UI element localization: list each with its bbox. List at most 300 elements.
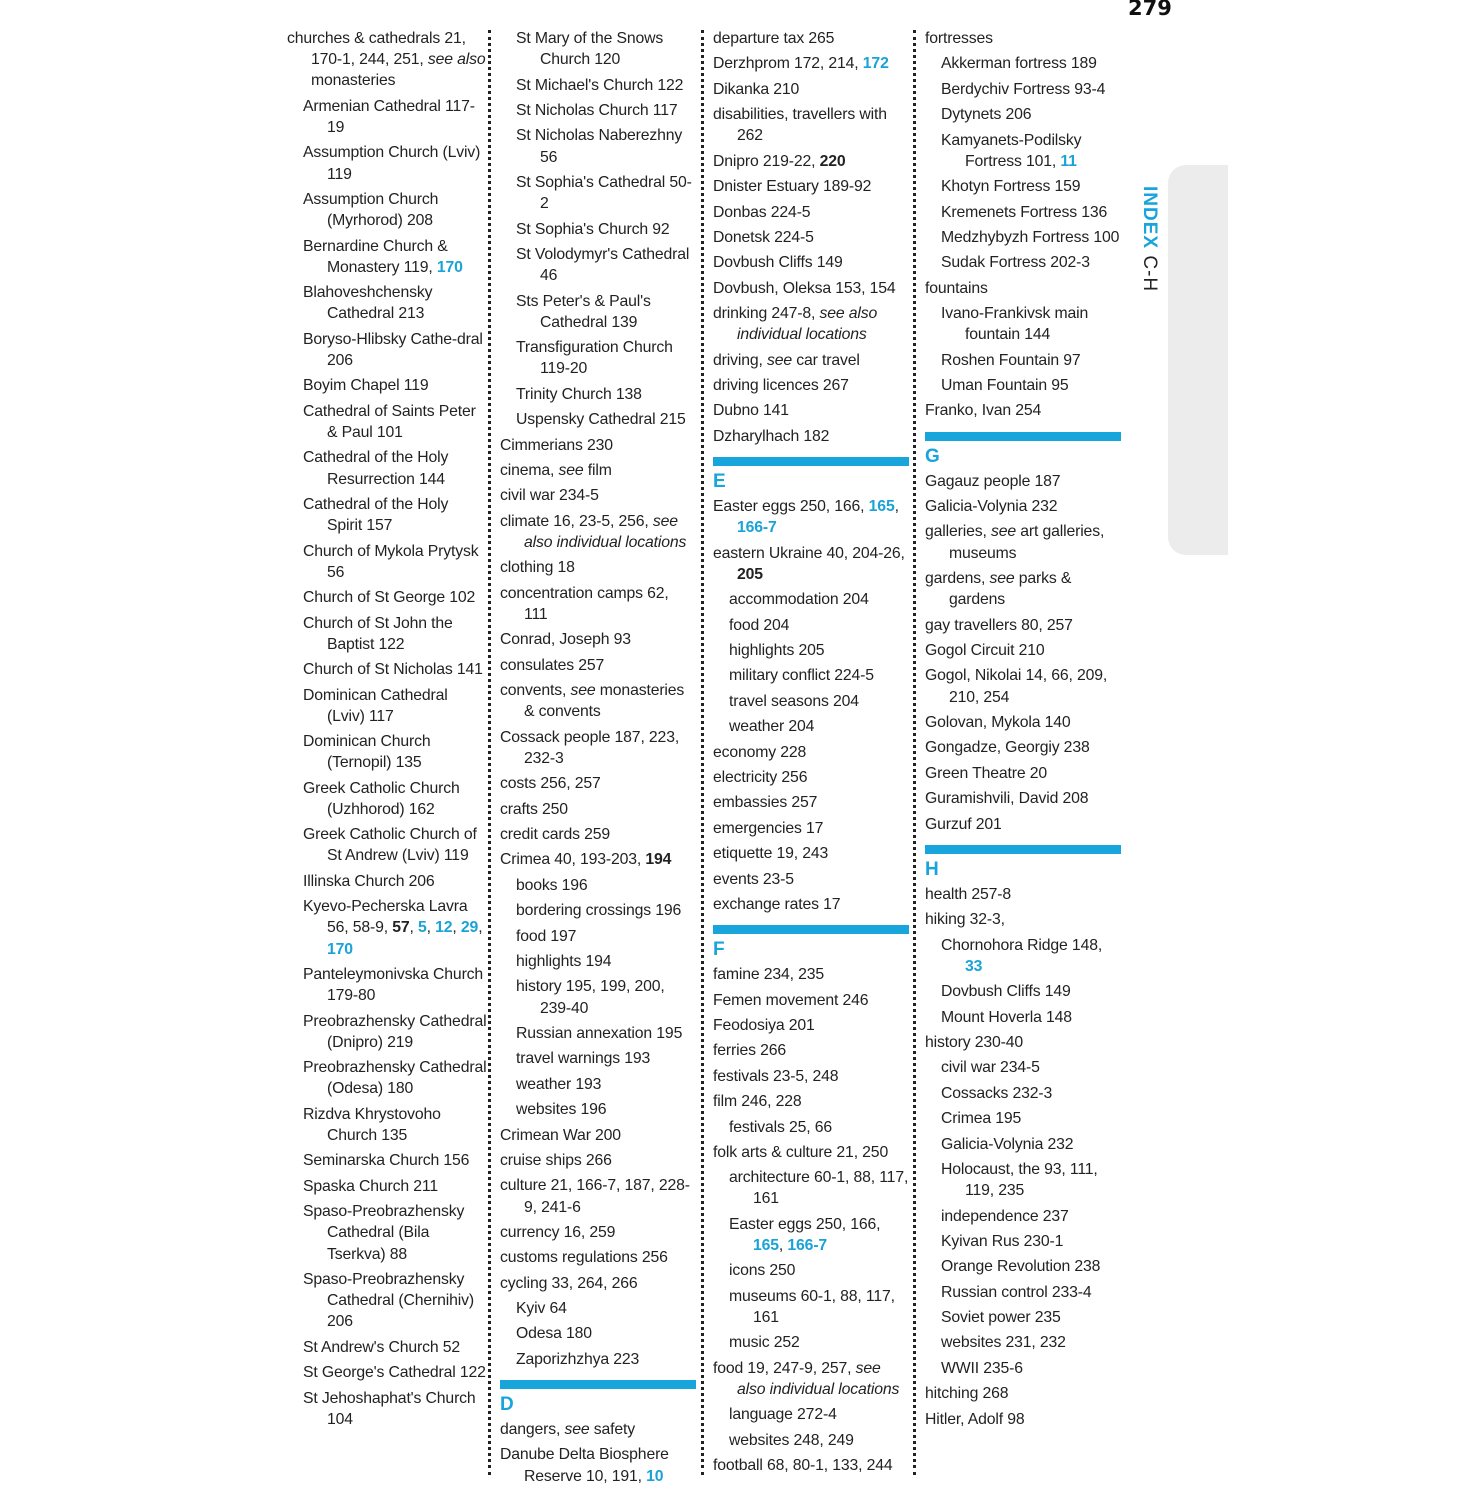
entry-text: film	[583, 461, 612, 479]
tab-label-index: INDEX	[1139, 186, 1160, 250]
section-bar	[713, 457, 909, 466]
index-subentry	[925, 1282, 1121, 1303]
index-entry	[925, 712, 1121, 733]
index-subentry	[287, 685, 487, 727]
entry-text: Preobrazhensky Cathedral (Odesa) 180	[303, 1059, 487, 1098]
index-entry	[713, 176, 909, 197]
entry-text: Dominican Cathedral (Lviv) 117	[303, 686, 448, 725]
entry-text: highlights 205	[729, 642, 825, 660]
entry-text: Franko, Ivan 254	[925, 402, 1042, 420]
index-subentry	[713, 1286, 909, 1328]
entry-text: safety	[589, 1421, 636, 1439]
index-entry	[713, 964, 909, 985]
entry-text: electricity 256	[713, 769, 808, 786]
index-entry	[925, 1032, 1121, 1053]
entry-text: Khotyn Fortress 159	[941, 178, 1081, 196]
index-subentry	[925, 1108, 1121, 1129]
entry-text: festivals 23-5, 248	[713, 1067, 839, 1085]
index-entry	[500, 773, 696, 794]
entry-text: Gogol Circuit 210	[925, 642, 1045, 660]
entry-text: hiking 32-3,	[925, 911, 1005, 929]
entry-text: Greek Catholic Church of St Andrew (Lviv) 119	[303, 826, 477, 865]
index-subentry	[500, 900, 696, 921]
map-page-ref: 11	[1060, 152, 1077, 170]
index-subentry	[925, 130, 1121, 172]
entry-text: military conflict 224-5	[729, 667, 874, 685]
index-subentry	[287, 96, 487, 138]
index-subentry	[925, 1256, 1121, 1277]
entry-text: Sts Peter's & Paul's Cathedral 139	[516, 292, 651, 331]
entry-text: Dominican Church (Ternopil) 135	[303, 733, 431, 772]
index-subentry	[500, 1048, 696, 1069]
index-subentry	[287, 587, 487, 608]
index-subentry	[713, 589, 909, 610]
index-subentry	[287, 1269, 487, 1333]
entry-text: gardens,	[925, 570, 990, 588]
index-subentry	[925, 1007, 1121, 1028]
index-entry	[713, 1455, 909, 1476]
index-entry	[713, 1066, 909, 1087]
entry-text: Cathedral of the Holy Spirit 157	[303, 495, 449, 535]
index-entry	[713, 350, 909, 371]
entry-text: car travel	[792, 351, 860, 369]
entry-text: Church of Mykola Prytysk 56	[303, 542, 479, 581]
map-page-ref: 5	[418, 919, 427, 937]
entry-text: Donbas 224-5	[713, 203, 811, 221]
index-entry	[925, 665, 1121, 707]
entry-text: film 246, 228	[713, 1093, 802, 1111]
entry-text: see	[989, 570, 1015, 588]
entry-text: Gurzuf 201	[925, 815, 1002, 833]
entry-text: Dovbush Cliffs 149	[713, 254, 843, 272]
entry-text: St Mary of the Snows Church 120	[516, 30, 664, 69]
index-subentry	[925, 350, 1121, 371]
index-entry	[713, 202, 909, 223]
index-subentry	[500, 28, 696, 70]
index-subentry	[925, 252, 1121, 273]
index-entry	[925, 278, 1121, 299]
index-entry	[925, 568, 1121, 610]
index-subentry	[287, 541, 487, 583]
entry-text: embassies 257	[713, 794, 818, 812]
entry-text: independence 237	[941, 1207, 1069, 1225]
index-tab-label	[1136, 186, 1160, 306]
entry-text: history 195, 199, 200, 239-40	[516, 978, 665, 1017]
entry-text: food 197	[516, 927, 577, 945]
index-entry	[713, 426, 909, 447]
index-entry	[713, 28, 909, 49]
entry-text: football 68, 80-1, 133, 244	[713, 1457, 893, 1475]
section-bar	[925, 432, 1121, 441]
index-subentry	[500, 951, 696, 972]
index-subentry	[925, 1358, 1121, 1379]
index-entry	[713, 104, 909, 146]
entry-text: disabilities, travellers with 262	[713, 106, 887, 145]
index-subentry	[500, 75, 696, 96]
entry-text: famine 234, 235	[713, 966, 825, 984]
entry-text: travel warnings 193	[516, 1050, 651, 1068]
index-entry	[713, 278, 909, 299]
entry-text: Chornohora Ridge 148,	[941, 936, 1103, 954]
entry-text: Boyim Chapel 119	[303, 377, 429, 395]
index-column-2	[500, 28, 696, 1491]
entry-text: Holocaust, the 93, 111, 119, 235	[941, 1160, 1098, 1200]
entry-text: Trinity Church 138	[516, 385, 642, 403]
index-subentry	[925, 1332, 1121, 1353]
index-subentry	[713, 615, 909, 636]
index-entry	[500, 1150, 696, 1171]
entry-text: Rizdva Khrystovoho Church 135	[303, 1105, 441, 1145]
entry-text: Cathedral of Saints Peter & Paul 101	[303, 402, 476, 441]
section-letter: E	[713, 471, 726, 493]
entry-text: fortresses	[925, 30, 993, 47]
index-subentry	[713, 691, 909, 712]
index-subentry	[713, 1260, 909, 1281]
entry-text: monasteries & convents	[524, 682, 685, 721]
index-entry	[713, 767, 909, 788]
index-entry	[500, 849, 696, 870]
entry-text: highlights 194	[516, 952, 612, 970]
index-subentry	[925, 981, 1121, 1002]
entry-text: cruise ships 266	[500, 1151, 612, 1169]
index-entry	[500, 1125, 696, 1146]
section-bar	[925, 845, 1121, 854]
column-divider-2	[701, 30, 704, 1475]
entry-text: Russian control 233-4	[941, 1283, 1092, 1301]
index-entry	[500, 435, 696, 456]
map-page-ref: 166-7	[737, 519, 777, 537]
entry-text: music 252	[729, 1334, 800, 1352]
entry-text: Church of St John the Baptist 122	[303, 614, 453, 653]
index-entry	[925, 496, 1121, 517]
index-entry	[713, 151, 909, 172]
entry-text: Spaska Church 211	[303, 1177, 439, 1195]
entry-text: Golovan, Mykola 140	[925, 714, 1071, 732]
index-subentry	[925, 1083, 1121, 1104]
index-entry	[925, 909, 1121, 930]
index-subentry	[287, 1057, 487, 1099]
index-subentry	[925, 375, 1121, 396]
index-entry	[500, 1419, 696, 1440]
entry-text: customs regulations 256	[500, 1249, 668, 1267]
index-entry	[500, 1175, 696, 1217]
index-subentry	[500, 219, 696, 240]
index-subentry	[500, 976, 696, 1018]
entry-text: Gagauz people 187	[925, 472, 1061, 490]
index-subentry	[287, 964, 487, 1006]
entry-text: St Nicholas Church 117	[516, 101, 678, 119]
index-subentry	[500, 172, 696, 214]
entry-text: Armenian Cathedral 117-19	[303, 97, 475, 136]
map-page-ref: 29	[460, 919, 479, 937]
entry-text: Preobrazhensky Cathedral (Dnipro) 219	[303, 1012, 487, 1051]
index-subentry	[287, 1388, 487, 1430]
index-entry	[500, 511, 696, 553]
index-subentry	[713, 665, 909, 686]
index-subentry	[713, 1404, 909, 1425]
index-subentry	[500, 100, 696, 121]
entry-text: St Nicholas Naberezhny 56	[516, 127, 683, 166]
index-entry	[925, 737, 1121, 758]
index-entry	[500, 629, 696, 650]
section-letter: G	[925, 445, 940, 467]
entry-text: Easter eggs 250, 166,	[713, 498, 869, 516]
index-subentry	[287, 189, 487, 231]
index-entry	[500, 727, 696, 769]
entry-text: driving,	[713, 351, 767, 369]
index-entry	[713, 1040, 909, 1061]
entry-text: see	[766, 351, 792, 369]
entry-text: St Jehoshaphat's Church 104	[303, 1389, 476, 1428]
index-subentry	[925, 79, 1121, 100]
index-entry	[925, 814, 1121, 835]
entry-text: Feodosiya 201	[713, 1016, 815, 1034]
entry-text: churches & cathedrals 21, 170-1, 244, 251,	[287, 30, 466, 69]
index-subentry	[925, 1206, 1121, 1227]
index-subentry	[500, 1323, 696, 1344]
index-subentry	[925, 1057, 1121, 1078]
entry-text: Conrad, Joseph 93	[500, 631, 631, 649]
index-entry	[500, 1444, 696, 1486]
entry-text: concentration camps 62, 111	[500, 584, 669, 623]
entry-text: gay travellers 80, 257	[925, 616, 1073, 634]
index-entry	[925, 884, 1121, 905]
entry-text: Soviet power 235	[941, 1309, 1061, 1327]
entry-text: bordering crossings 196	[516, 902, 682, 920]
index-entry	[500, 680, 696, 722]
entry-text: ,	[409, 919, 419, 937]
index-subentry	[925, 104, 1121, 125]
entry-text: St Volodymyr's Cathedral 46	[516, 245, 690, 285]
index-subentry	[287, 1201, 487, 1265]
index-subentry	[500, 1023, 696, 1044]
index-subentry	[925, 935, 1121, 977]
entry-text: Transfiguration Church 119-20	[516, 339, 673, 378]
index-subentry	[287, 375, 487, 396]
entry-text: eastern Ukraine 40, 204-26,	[713, 544, 905, 562]
entry-text: Kremenets Fortress 136	[941, 203, 1108, 221]
map-page-ref: 166-7	[787, 1237, 828, 1255]
index-entry	[925, 615, 1121, 636]
entry-text: Crimean War 200	[500, 1126, 621, 1144]
index-entry	[500, 655, 696, 676]
entry-text: cinema,	[500, 461, 559, 479]
map-page-ref: 170	[327, 940, 353, 958]
entry-text: weather 204	[729, 718, 815, 736]
index-entry	[713, 990, 909, 1011]
index-entry	[500, 824, 696, 845]
entry-text: food 204	[729, 616, 790, 634]
entry-text: Gogol, Nikolai 14, 66, 209, 210, 254	[925, 667, 1108, 706]
index-subentry	[713, 1214, 909, 1256]
index-entry	[500, 1222, 696, 1243]
index-subentry	[925, 1134, 1121, 1155]
index-subentry	[287, 447, 487, 489]
index-entry	[925, 788, 1121, 809]
entry-text: Kamyanets-Podilsky Fortress 101,	[941, 131, 1082, 170]
entry-text: ,	[426, 919, 436, 937]
entry-text: Medzhybyzh Fortress 100	[941, 228, 1120, 246]
entry-text: websites 248, 249	[729, 1431, 854, 1449]
index-entry	[500, 799, 696, 820]
index-subentry	[500, 1349, 696, 1370]
column-divider-1	[488, 30, 491, 1475]
entry-text: Gongadze, Georgiy 238	[925, 739, 1090, 757]
map-ref-bold: 205	[737, 565, 763, 583]
entry-text: St Andrew's Church 52	[303, 1338, 461, 1356]
entry-text: departure tax 265	[713, 30, 835, 47]
entry-text: Zaporizhzhya 223	[516, 1350, 640, 1368]
index-entry	[713, 1015, 909, 1036]
index-subentry	[500, 1099, 696, 1120]
index-subentry	[925, 176, 1121, 197]
entry-text: icons 250	[729, 1262, 796, 1280]
index-subentry	[287, 1150, 487, 1171]
index-entry	[925, 471, 1121, 492]
entry-text: Dytynets 206	[941, 106, 1032, 124]
entry-text: accommodation 204	[729, 591, 869, 609]
index-entry	[713, 1091, 909, 1112]
index-subentry	[925, 1231, 1121, 1252]
index-entry	[713, 227, 909, 248]
entry-text: currency 16, 259	[500, 1223, 616, 1241]
entry-text: Odesa 180	[516, 1325, 592, 1343]
entry-text: Kyivan Rus 230-1	[941, 1232, 1064, 1250]
index-entry	[713, 496, 909, 538]
index-subentry	[500, 337, 696, 379]
index-entry	[287, 28, 487, 92]
index-entry	[713, 792, 909, 813]
index-subentry	[287, 142, 487, 184]
index-subentry	[287, 1011, 487, 1053]
entry-text: Easter eggs 250, 166,	[729, 1215, 881, 1233]
entry-text: museums 60-1, 88, 117, 161	[729, 1287, 895, 1327]
index-entry	[925, 1383, 1121, 1404]
entry-text: Donetsk 224-5	[713, 228, 814, 246]
index-entry	[500, 485, 696, 506]
entry-text: Cossack people 187, 223, 232-3	[500, 728, 680, 767]
index-entry	[713, 375, 909, 396]
entry-text: Cimmerians 230	[500, 436, 613, 454]
section-bar	[500, 1380, 696, 1389]
map-page-ref: 10	[646, 1467, 664, 1485]
entry-text: Akkerman fortress 189	[941, 55, 1097, 73]
entry-text: see	[558, 461, 584, 479]
index-entry	[713, 843, 909, 864]
index-entry	[925, 400, 1121, 421]
entry-text: Ivano-Frankivsk main fountain 144	[941, 305, 1089, 344]
entry-text: Boryso-Hlibsky Cathe-dral 206	[303, 330, 483, 369]
entry-text: Greek Catholic Church (Uzhhorod) 162	[303, 779, 460, 818]
entry-text: food 19, 247-9, 257,	[713, 1359, 856, 1377]
index-subentry	[287, 659, 487, 680]
index-entry	[713, 79, 909, 100]
entry-text: festivals 25, 66	[729, 1118, 832, 1136]
index-subentry	[713, 1430, 909, 1451]
index-subentry	[925, 1307, 1121, 1328]
entry-text: culture 21, 166-7, 187, 228-9, 241-6	[500, 1177, 690, 1216]
entry-text: Bernardine Church & Monastery 119,	[303, 237, 448, 276]
entry-text: Guramishvili, David 208	[925, 790, 1089, 808]
entry-text: Church of St George 102	[303, 589, 476, 607]
entry-text: economy 228	[713, 743, 807, 761]
entry-text: Green Theatre 20	[925, 764, 1048, 782]
index-entry	[925, 521, 1121, 563]
index-subentry	[287, 896, 487, 960]
entry-text: folk arts & culture 21, 250	[713, 1143, 889, 1161]
entry-text: websites 231, 232	[941, 1334, 1066, 1352]
entry-text: see also individual locations	[737, 305, 878, 344]
entry-text: Mount Hoverla 148	[941, 1008, 1072, 1026]
index-column-1	[287, 28, 487, 1434]
index-entry	[713, 303, 909, 345]
entry-text: ,	[894, 498, 899, 516]
entry-text: Dzharylhach 182	[713, 427, 830, 445]
entry-text: Sudak Fortress 202-3	[941, 254, 1090, 272]
entry-text: Dnister Estuary 189-92	[713, 178, 872, 196]
entry-text: St Sophia's Cathedral 50-2	[516, 173, 692, 213]
index-subentry	[287, 1362, 487, 1383]
map-page-ref: 165	[753, 1237, 779, 1255]
entry-text: St George's Cathedral 122	[303, 1364, 486, 1382]
index-subentry	[925, 202, 1121, 223]
index-subentry	[500, 1074, 696, 1095]
entry-text: galleries,	[925, 523, 991, 541]
map-page-ref: 172	[862, 55, 889, 73]
entry-text: cycling 33, 264, 266	[500, 1274, 638, 1292]
entry-text: civil war 234-5	[500, 487, 599, 505]
index-subentry	[287, 613, 487, 655]
section-letter: H	[925, 858, 939, 880]
entry-text: driving licences 267	[713, 377, 849, 395]
index-entry	[925, 763, 1121, 784]
index-subentry	[287, 282, 487, 324]
entry-text: health 257-8	[925, 885, 1012, 903]
index-subentry	[287, 329, 487, 371]
entry-text: parks & gardens	[949, 570, 1072, 609]
entry-text: see also individual locations	[737, 1359, 900, 1399]
index-subentry	[713, 1332, 909, 1353]
index-entry	[500, 1247, 696, 1268]
entry-text: Blahoveshchensky Cathedral 213	[303, 284, 433, 323]
index-entry	[713, 53, 909, 74]
map-ref-bold: 194	[645, 851, 672, 869]
entry-text: WWII 235-6	[941, 1359, 1023, 1377]
entry-text: ferries 266	[713, 1042, 786, 1060]
index-subentry	[713, 716, 909, 737]
index-entry	[713, 894, 909, 915]
index-subentry	[287, 1176, 487, 1197]
entry-text: Dikanka 210	[713, 80, 800, 98]
entry-text: Cossacks 232-3	[941, 1084, 1053, 1102]
entry-text: Seminarska Church 156	[303, 1152, 470, 1170]
index-subentry	[500, 409, 696, 430]
index-entry	[713, 400, 909, 421]
entry-text: costs 256, 257	[500, 775, 601, 793]
entry-text: see	[570, 682, 596, 700]
index-entry	[713, 869, 909, 890]
index-subentry	[500, 875, 696, 896]
map-page-ref: 170	[436, 258, 463, 276]
index-subentry	[500, 926, 696, 947]
index-entry	[713, 1358, 909, 1400]
entry-text: ,	[478, 919, 483, 937]
entry-text: Roshen Fountain 97	[941, 351, 1081, 369]
entry-text: language 272-4	[729, 1406, 837, 1424]
entry-text: Galicia-Volynia 232	[925, 498, 1058, 516]
map-ref-bold: 220	[819, 152, 846, 170]
entry-text: fountains	[925, 279, 988, 297]
